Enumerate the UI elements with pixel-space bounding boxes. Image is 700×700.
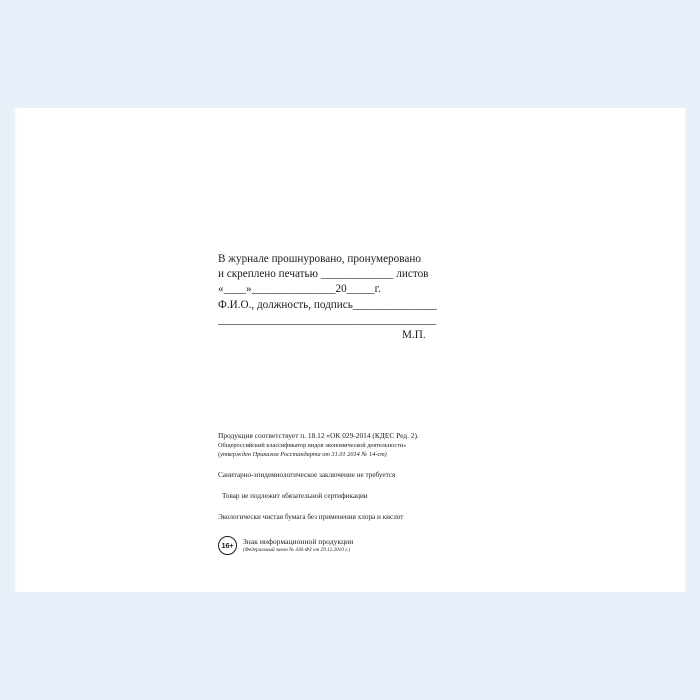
certification-line-4: Ф.И.О., должность, подпись_______________ [218,298,437,311]
legal-spacer-1 [218,459,518,470]
legal-spacer-3 [218,501,518,512]
age-mark-title: Знак информационной продукции [243,537,354,547]
legal-line-4: Санитарно-эпидемиологическое заключение не требуется [218,471,396,479]
legal-line-3: (утвержден Приказом Росстандарта от 31.01 2014 № 14-ст) [218,451,387,458]
age-mark-text [243,537,353,554]
legal-block [218,431,518,522]
certification-line-2: и скреплено печатью _____________ листов [218,268,429,281]
age-mark-subtitle: (Федеральный закон № 436-ФЗ от 29.12.2010 г.) [243,546,351,553]
document-sheet [14,108,686,592]
certification-line-1: В журнале прошнуровано, пронумеровано [218,253,421,265]
legal-spacer-2 [218,480,518,491]
legal-line-6: Экологически чистая бумага без применения хлора и кислот [218,513,404,521]
age-badge-icon: 16+ [218,536,237,555]
certification-block [218,252,468,328]
legal-line-2: Общероссийский классификатор видов экономической деятельности» [218,442,407,449]
certification-line-5: _______________________________________ [218,313,437,326]
seal-mark: М.П. [402,329,426,341]
legal-line-5: Товар не подлежит обязательной сертификации [222,492,368,500]
legal-line-1: Продукция соответствует п. 18.12 «ОК 029-2014 (КДЕС Ред. 2). [218,431,419,440]
age-rating-mark [218,536,353,555]
certification-line-3: «____»_______________20_____г. [218,283,381,296]
